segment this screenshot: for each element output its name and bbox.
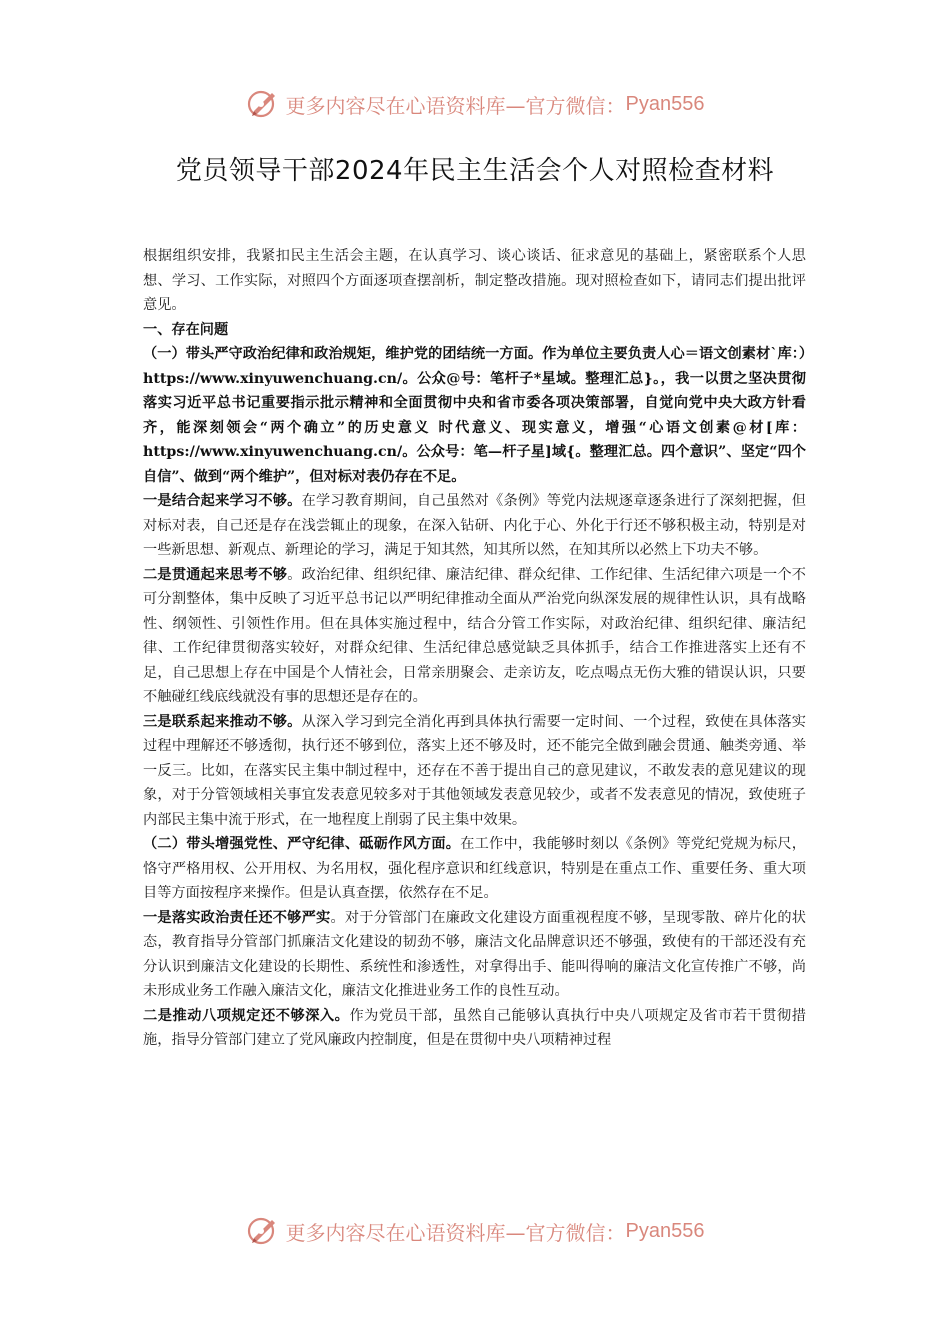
document-body: [143, 244, 806, 1053]
section-heading: [143, 318, 806, 343]
point-5: [143, 1004, 806, 1053]
subsection-1-text: （一）带头严守政治纪律和政治规矩，维护党的团结统一方面。作为单位主要负责人心＝语文创素材`库：）https://www.xinyuwenchuang.cn/。公众@号：笔杆子*星域。整理汇总}。，我一以贯之坚决贯彻落实习近平总书记重要指示批示精神和全面贯彻中央和省市委各项决策部署，自觉向党中央大政方针看齐，能深刻领会“两个确立”的历史意义 时代意义、现实意义，增强“心语文创素@材[库：https://www.xinyuwenchuang.cn/。公众号：笔—杆子星]域{。整理汇总。四个意识”、坚定“四个自信”、做到“两个维护”，但对标对表仍存在不足。: [143, 346, 806, 485]
point-5-text: 作为党员干部，虽然自己能够认真执行中央八项规定及省市若干贯彻措施，指导分管部门建立了党风廉政内控制度，但是在贯彻中央八项精神过程: [143, 1007, 806, 1048]
point-2-text: 。政治纪律、组织纪律、廉洁纪律、群众纪律、工作纪律、生活纪律六项是一个不可分割整体，集中反映了习近平总书记以严明纪律推动全面从严治党向纵深发展的规律性认识，具有战略性、纲领性、引领性作用。但在具体实施过程中，结合分管工作实际，对政治纪律、组织纪律、廉洁纪律、工作纪律贯彻落实较好，对群众纪律、生活纪律总感觉缺乏具体抓手，结合工作推进落实上还有不足，自己思想上存在中国是个人情社会，日常亲朋聚会、走亲访友，吃点喝点无伤大雅的错误认识，只要不触碰红线底线就没有事的思想还是存在的。: [143, 566, 806, 705]
point-3: [143, 710, 806, 833]
intro-paragraph: 根据组织安排，我紧扣民主生活会主题，在认真学习、谈心谈话、征求意见的基础上，紧密联系个人思想、学习、工作实际，对照四个方面逐项查摆剖析，制定整改措施。现对照检查如下，请同志们提出批评意见。: [143, 248, 806, 313]
point-1-text: 在学习教育期间，自己虽然对《条例》等党内法规逐章逐条进行了深刻把握，但对标对表，自己还是存在浅尝辄止的现象，在深入钻研、内化于心、外化于行还不够积极主动，特别是对一些新思想、新观点、新理论的学习，满足于知其然，知其所以然，在知其所以必然上下功夫不够。: [143, 493, 806, 558]
point-3-lead: 三是联系起来推动不够。: [143, 713, 302, 730]
pen-logo-icon: [246, 1214, 280, 1248]
point-4-text: 。对于分管部门在廉政文化建设方面重视程度不够，呈现零散、碎片化的状态，教育指导分管部门抓廉洁文化建设的韧劲不够，廉洁文化品牌意识还不够强，致使有的干部还没有充分认识到廉洁文化建设的长期性、系统性和渗透性，对拿得出手、能叫得响的廉洁文化宣传推广不够，尚未形成业务工作融入廉洁文化，廉洁文化推进业务工作的良性互动。: [143, 909, 806, 999]
banner-wechat-id: Pyan556: [625, 92, 705, 115]
point-4: [143, 906, 806, 1004]
point-2-lead: 二是贯通起来思考不够: [143, 566, 288, 583]
subsection-2: [143, 832, 806, 906]
subsection-1: [143, 342, 806, 489]
point-5-lead: 二是推动八项规定还不够深入。: [143, 1007, 350, 1024]
point-1: [143, 489, 806, 563]
document-title: 党员领导干部2024年民主生活会个人对照检查材料: [175, 156, 775, 186]
subsection-2-lead: （二）带头增强党性、严守纪律、砥砺作风方面。: [143, 836, 461, 852]
banner-text: 更多内容尽在心语资料库—官方微信：: [285, 93, 626, 118]
header-watermark-banner: [0, 84, 950, 124]
point-3-text: 从深入学习到完全消化再到具体执行需要一定时间、一个过程，致使在具体落实过程中理解还不够透彻，执行还不够到位，落实上还不够及时，还不能完全做到融会贯通、触类旁通、举一反三。比如，在落实民主集中制过程中，还存在不善于提出自己的意见建议，不敢发表的意见建议的现象，对于分管领域相关事宜发表意见较多对于其他领域发表意见较少，或者不发表意见的情况，致使班子内部民主集中流于形式，在一地程度上削弱了民主集中效果。: [143, 713, 806, 828]
footer-watermark-banner: [0, 1211, 950, 1251]
pen-logo-icon: [246, 87, 280, 121]
subsection-2-text: 在工作中，我能够时刻以《条例》等党纪党规为标尺，恪守严格用权、公开用权、为名用权，强化程序意识和红线意识，特别是在重点工作、重要任务、重大项目等方面按程序来操作。但是认真查摆，依然存在不足。: [143, 836, 806, 901]
section-heading-text: 一、存在问题: [143, 321, 229, 338]
banner-text: 更多内容尽在心语资料库—官方微信：: [285, 1220, 626, 1245]
point-4-lead: 一是落实政治责任还不够严实: [143, 909, 331, 926]
point-2: [143, 563, 806, 710]
point-1-lead: 一是结合起来学习不够。: [143, 493, 302, 509]
banner-wechat-id: Pyan556: [625, 1219, 705, 1242]
